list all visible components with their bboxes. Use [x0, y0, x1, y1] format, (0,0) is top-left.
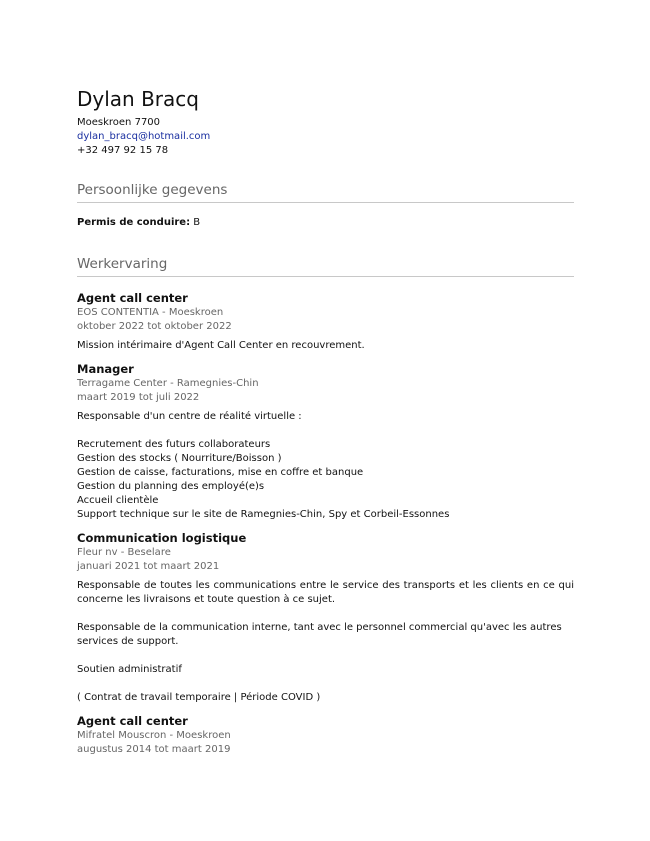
- description-line: Responsable de toutes les communications entre le service des transports et les clients en ce qui concerne les livraisons et toute question à ce sujet.: [77, 580, 574, 605]
- section-title-personal: Persoonlijke gegevens: [77, 181, 574, 203]
- description-line: Soutien administratif: [77, 664, 182, 675]
- job-entry: [77, 531, 574, 705]
- job-title: Communication logistique: [77, 531, 247, 545]
- description-line: Support technique sur le site de Ramegnies-Chin, Spy et Corbeil-Essonnes: [77, 509, 450, 520]
- description-line: Gestion de caisse, facturations, mise en coffre et banque: [77, 467, 364, 478]
- driving-license-value: B: [193, 217, 201, 228]
- description-line: Responsable d'un centre de réalité virtuelle :: [77, 411, 302, 422]
- description-line: Gestion du planning des employé(e)s: [77, 481, 265, 492]
- description-spacer: [77, 424, 574, 438]
- job-period: augustus 2014 tot maart 2019: [77, 744, 231, 755]
- job-description: [77, 410, 574, 522]
- job-period: januari 2021 tot maart 2021: [77, 561, 220, 572]
- description-spacer: [77, 649, 574, 663]
- job-period: maart 2019 tot juli 2022: [77, 392, 200, 403]
- job-title: Agent call center: [77, 291, 188, 305]
- description-line: Accueil clientèle: [77, 495, 159, 506]
- section-title-experience: Werkervaring: [77, 255, 574, 277]
- job-entry: [77, 714, 574, 757]
- description-spacer: [77, 677, 574, 691]
- driving-license-label: Permis de conduire:: [77, 217, 191, 228]
- driving-license-field: [77, 216, 574, 230]
- email-link[interactable]: dylan_bracq@hotmail.com: [77, 131, 211, 142]
- phone-number: +32 497 92 15 78: [77, 145, 169, 156]
- candidate-name: Dylan Bracq: [77, 87, 199, 111]
- location: Moeskroen 7700: [77, 117, 161, 128]
- job-period: oktober 2022 tot oktober 2022: [77, 321, 232, 332]
- description-line: ( Contrat de travail temporaire | Période COVID ): [77, 692, 321, 703]
- job-company: EOS CONTENTIA - Moeskroen: [77, 307, 224, 318]
- job-entry: [77, 291, 574, 353]
- description-line: Mission intérimaire d'Agent Call Center en recouvrement.: [77, 340, 365, 351]
- description-line: Recrutement des futurs collaborateurs: [77, 439, 271, 450]
- job-description: [77, 339, 574, 353]
- job-entry: [77, 362, 574, 522]
- job-company: Fleur nv - Beselare: [77, 547, 171, 558]
- description-line: Responsable de la communication interne, tant avec le personnel commercial qu'avec les autres services de support.: [77, 622, 562, 647]
- job-company: Terragame Center - Ramegnies-Chin: [77, 378, 259, 389]
- job-title: Manager: [77, 362, 134, 376]
- description-line: Gestion des stocks ( Nourriture/Boisson ): [77, 453, 282, 464]
- resume-content: [77, 86, 574, 757]
- job-description: [77, 579, 574, 705]
- description-spacer: [77, 607, 574, 621]
- job-company: Mifratel Mouscron - Moeskroen: [77, 730, 231, 741]
- job-title: Agent call center: [77, 714, 188, 728]
